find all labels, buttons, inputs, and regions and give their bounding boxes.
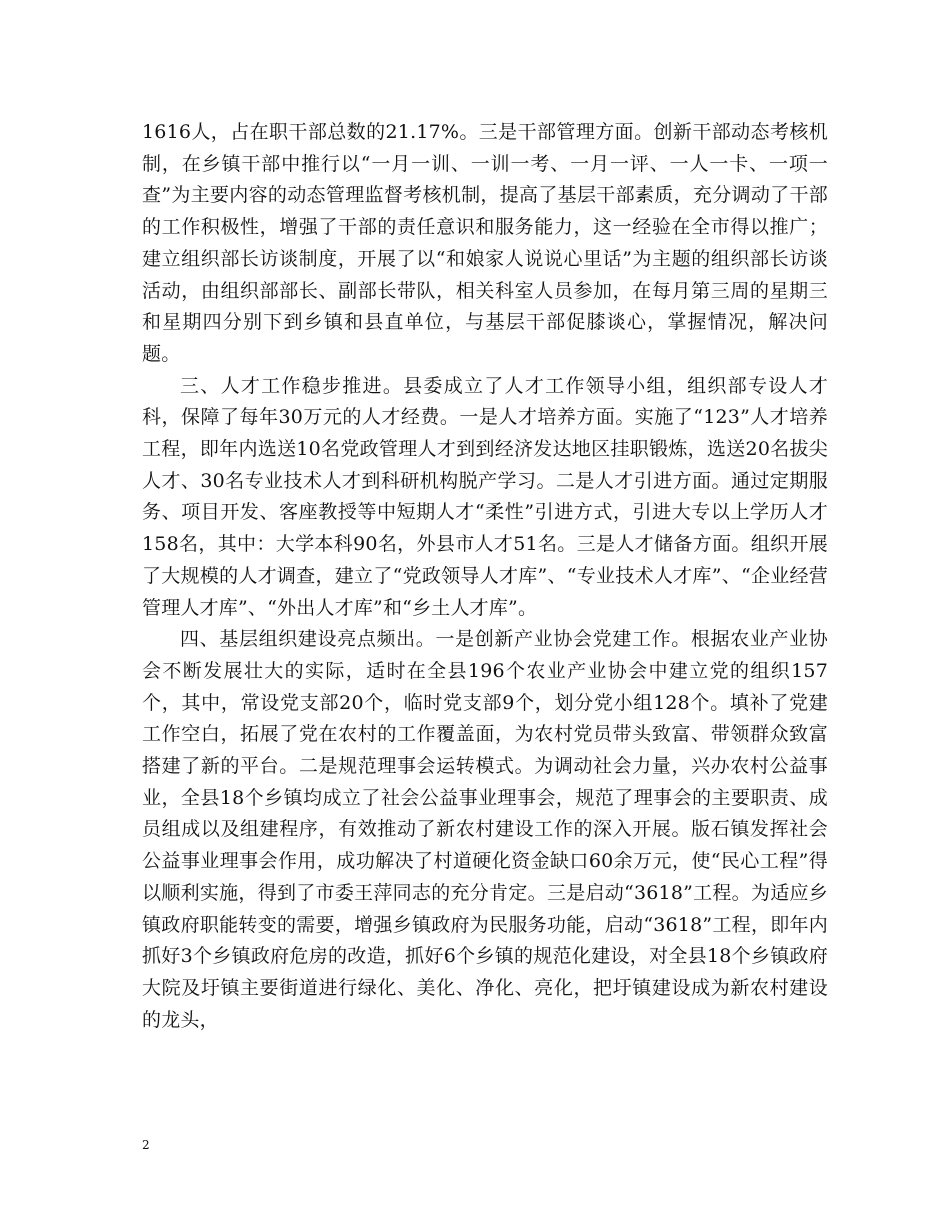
paragraph-grassroots-organization: 四、基层组织建设亮点频出。一是创新产业协会党建工作。根据农业产业协会不断发展壮大的实际，适时在全县196个农业产业协会中建立党的组织157个，其中，常设党支部20个，临时党支部9个，划分党小组128个。填补了党建工作空白，拓展了党在农村的工作覆盖面，为农村党员带头致富、带领群众致富搭建了新的平台。二是规范理事会运转模式。为调动社会力量，兴办农村公益事业，全县18个乡镇均成立了社会公益事业理事会，规范了理事会的主要职责、成员组成以及组建程序，有效推动了新农村建设工作的深入开展。版石镇发挥社会公益事业理事会作用，成功解决了村道硬化资金缺口60余万元，使“民心工程”得以顺利实施，得到了市委王萍同志的充分肯定。三是启动“3618”工程。为适应乡镇政府职能转变的需要，增强乡镇政府为民服务功能，启动“3618”工程，即年内抓好3个乡镇政府危房的改造，抓好6个乡镇的规范化建设，对全县18个乡镇政府大院及圩镇主要街道进行绿化、美化、净化、亮化，把圩镇建设成为新农村建设的龙头， bbox=[142, 628, 828, 1031]
paragraph-cadre-management: 1616人，占在职干部总数的21.17%。三是干部管理方面。创新干部动态考核机制，在乡镇干部中推行以“一月一训、一训一考、一月一评、一人一卡、一项一查”为主要内容的动态管理监督考核机制，提高了基层干部素质，充分调动了干部的工作积极性，增强了干部的责任意识和服务能力，这一经验在全市得以推广；建立组织部长访谈制度，开展了以“和娘家人说说心里话”为主题的组织部长访谈活动，由组织部部长、副部长带队，相关科室人员参加，在每月第三周的星期三和星期四分别下到乡镇和县直单位，与基层干部促膝谈心，掌握情况，解决问题。 bbox=[142, 121, 828, 365]
document-body bbox=[142, 117, 828, 1036]
paragraph-talent-work: 三、人才工作稳步推进。县委成立了人才工作领导小组，组织部专设人才科，保障了每年30万元的人才经费。一是人才培养方面。实施了“123”人才培养工程，即年内选送10名党政管理人才到到经济发达地区挂职锻炼，选送20名拔尖人才、30名专业技术人才到科研机构脱产学习。二是人才引进方面。通过定期服务、项目开发、客座教授等中短期人才“柔性”引进方式，引进大专以上学历人才158名，其中：大学本科90名，外县市人才51名。三是人才储备方面。组织开展了大规模的人才调查，建立了“党政领导人才库”、“专业技术人才库”、“企业经营管理人才库”、“外出人才库”和“乡土人才库”。 bbox=[142, 374, 828, 619]
page-number: 2 bbox=[142, 1138, 150, 1152]
